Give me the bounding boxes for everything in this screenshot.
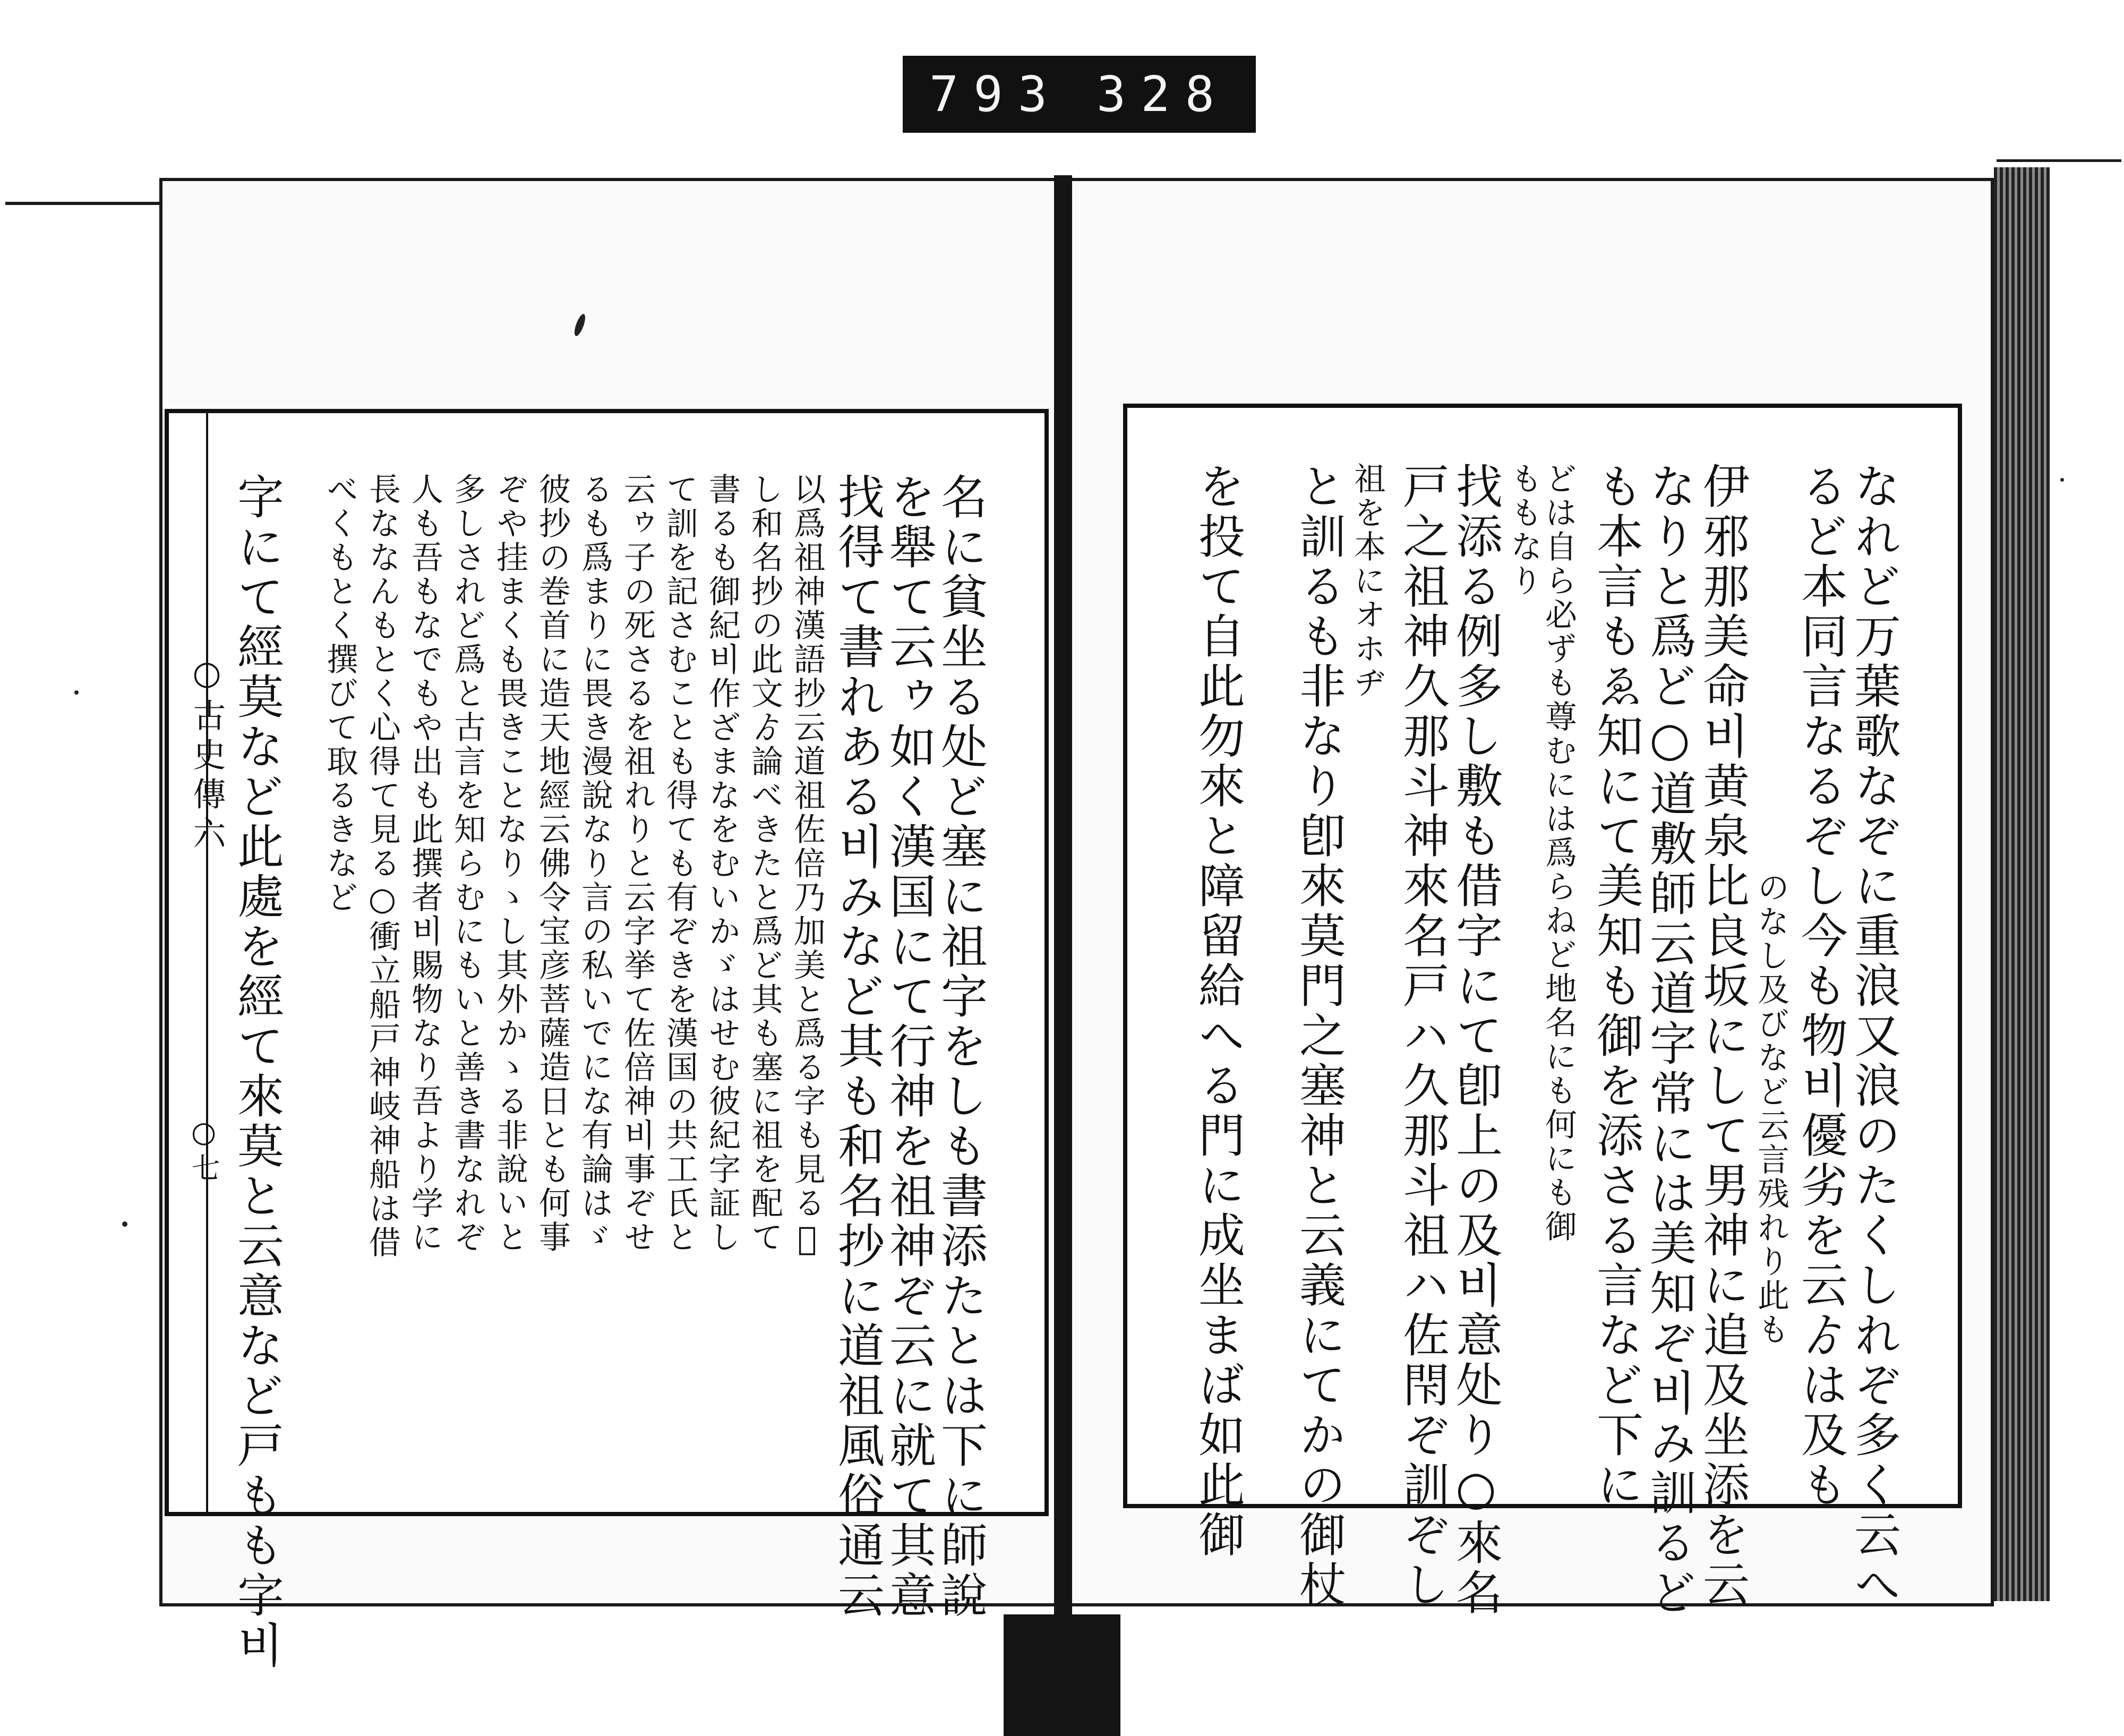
right-column: を投て自此勿來と障留給へる門に成坐まば如此御 <box>1191 462 1246 1560</box>
left-column: 多しされど爲と古言を知らむにもいと善き書なれぞ <box>449 473 486 1254</box>
top-rule-right <box>1997 159 2121 162</box>
right-column: どは自ら必ずも尊むには爲らねど地名にも何にも御 <box>1540 462 1577 1244</box>
right-column: ももなり <box>1505 462 1543 598</box>
left-column: を舉て云ゥ如く漢国にて行神を祖神ぞ云に就て其意 <box>882 473 937 1621</box>
left-column: 彼抄の巻首に造天地經云佛令宝彦菩薩造日とも何事 <box>534 473 571 1254</box>
left-margin-rule <box>206 413 208 1512</box>
left-column: 字にて經莫など此處を經て來莫と云意など戸もも字비 <box>230 473 285 1671</box>
left-column: るも爲まりに畏き漫說なり言の私いでにな有論はゞ <box>576 473 613 1254</box>
right-column: るど本同言なるぞし今も物비優劣を云ゟは及も <box>1794 462 1848 1510</box>
right-column: も本言もゑ知にて美知も御を添さる言など下に <box>1589 462 1644 1510</box>
right-column: のなし及びなど云言残れり此も <box>1752 871 1789 1347</box>
folio-number: ○七 <box>187 1115 220 1186</box>
left-column: 長ななんもとく心得て見る○衝立船戸神岐神船は借 <box>364 473 401 1260</box>
left-column: べくもとく撰びて取るきなど <box>321 473 358 914</box>
archive-label-plate <box>903 56 1256 133</box>
right-column: 找添る例多し敷も借字にて卽上の及비意处り○來名 <box>1449 462 1503 1618</box>
label-right-number: 328 <box>1096 66 1229 123</box>
right-column: 戸之祖神久那斗神來名戸ハ久那斗祖ハ佐閇ぞ訓ぞし <box>1395 462 1450 1610</box>
left-column: 找得て書れある비みなど其も和名抄に道祖風俗通云 <box>830 473 885 1621</box>
running-head: ○古史傳六 <box>187 653 226 856</box>
label-left-number: 793 <box>929 66 1063 123</box>
right-column: 伊邪那美命비黄泉比良坂にして男神に追及坐添を云 <box>1695 462 1750 1610</box>
gutter-clamp <box>1004 1614 1120 1736</box>
right-column: なりと爲ど○道敷師云道字常には美知ぞ비み訓るど <box>1642 462 1697 1618</box>
right-column: 祖を本にオホヂ <box>1349 462 1386 700</box>
page-edges <box>1994 167 2050 1601</box>
left-column: ぞや挂まくも畏きことなりゝし其外かゝる非說いと <box>491 473 528 1254</box>
book-gutter <box>1054 175 1072 1614</box>
ink-speck <box>74 690 79 695</box>
left-column: 云ゥ子の死さるを祖れりと云字挙て佐倍神비事ぞせ <box>619 473 656 1254</box>
top-rule-left <box>5 202 181 205</box>
right-column: と訓るも非なり卽來莫門之塞神と云義にてかの御杖 <box>1292 462 1347 1610</box>
left-column: 書るも御紀비作ざまなをむいかゞはせむ彼紀字証し <box>704 473 741 1254</box>
left-column: 名に貧坐る处ど塞に祖字をしも書添たとは下に師說 <box>933 473 988 1621</box>
left-column: し和名抄の此文ゟ論べきたと爲ど其も塞に祖を配て <box>746 473 783 1254</box>
ink-speck <box>2060 478 2064 482</box>
ink-speck <box>122 1221 127 1227</box>
right-column: なれど万葉歌なぞに重浪又浪のたくしれぞ多く云へ <box>1847 462 1902 1610</box>
left-column: 人も吾もなでもや出も此撰者비賜物なり吾より学に <box>406 473 443 1254</box>
left-column: て訓を記さむことも得ても有ぞきを漢国の共工氏と <box>661 473 698 1254</box>
left-column: 以爲祖神漢語抄云道祖佐倍乃加美と爲る字も見る𪜈 <box>789 473 826 1260</box>
